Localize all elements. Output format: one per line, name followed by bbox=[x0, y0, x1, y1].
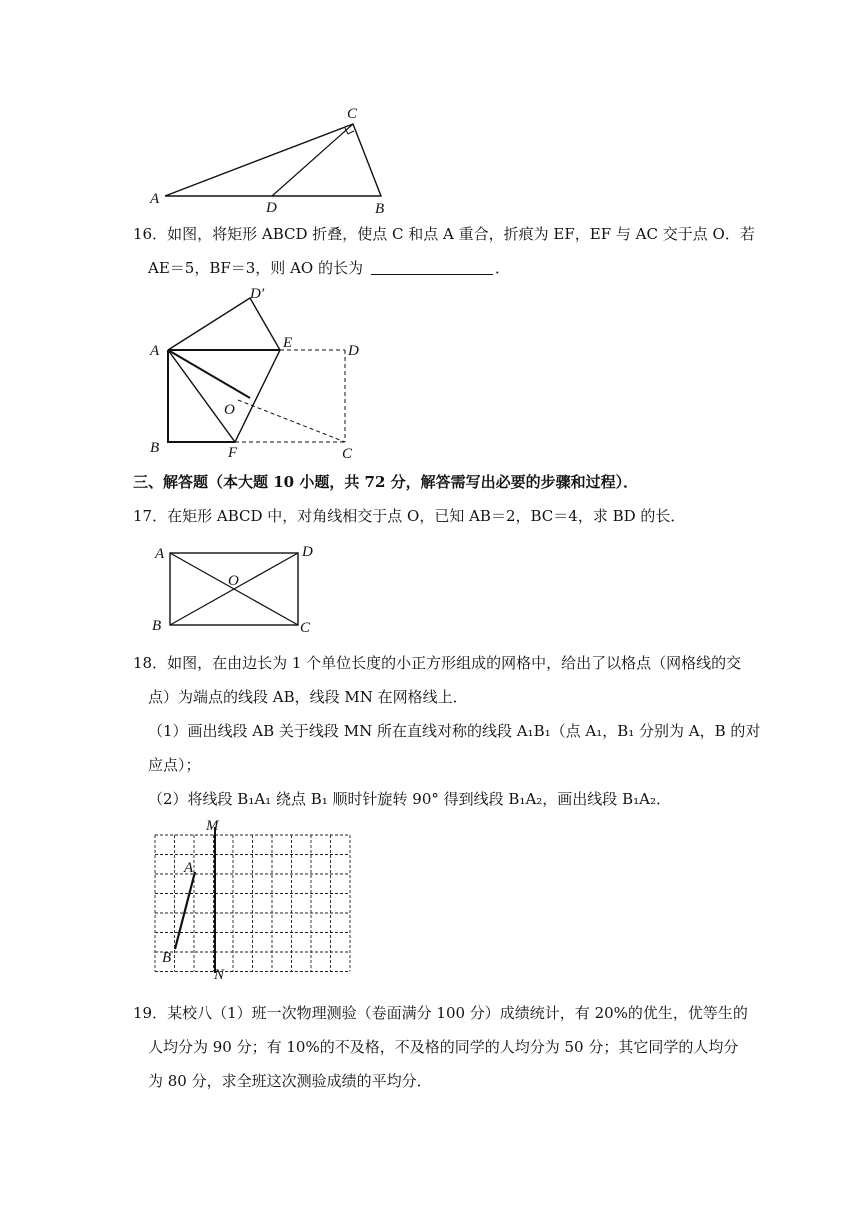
q18-part1-line2: 应点）； bbox=[148, 756, 201, 774]
fold-rectangle-figure-q16 bbox=[140, 280, 380, 460]
dashed-grid bbox=[155, 835, 350, 972]
fig17-label-D: D bbox=[302, 544, 313, 560]
fig15-label-D: D bbox=[266, 200, 277, 216]
fig15-label-A: A bbox=[150, 191, 160, 207]
fig16-label-D: D bbox=[348, 343, 359, 359]
fig16-label-D-prime: D′ bbox=[250, 286, 265, 302]
q16-line1 bbox=[133, 224, 755, 244]
q17-text: 在矩形 ABCD 中，对角线相交于点 O，已知 AB＝2，BC＝4，求 BD 的长． bbox=[167, 507, 686, 525]
grid-figure-q18 bbox=[140, 815, 370, 983]
q19-line2: 人均分为 90 分；有 10%的不及格，不及格的同学的人均分为 50 分；其它同学的人均分 bbox=[148, 1038, 739, 1056]
fig18-label-B: B bbox=[162, 950, 172, 966]
triangle-figure-q15 bbox=[140, 100, 400, 220]
q19-number: 19． bbox=[133, 1004, 168, 1022]
fig17-label-A: A bbox=[155, 546, 165, 562]
q18-part2: （2）将线段 B₁A₁ 绕点 B₁ 顺时针旋转 90° 得到线段 B₁A₂，画出线段 B₁A₂． bbox=[148, 790, 671, 808]
fig16-label-A: A bbox=[150, 343, 160, 359]
fig17-label-O: O bbox=[228, 573, 239, 589]
section-3-heading: 三、解答题（本大题 10 小题，共 72 分，解答需写出必要的步骤和过程）． bbox=[133, 473, 639, 491]
q18-line1 bbox=[133, 653, 741, 673]
q16-answer-blank[interactable] bbox=[371, 260, 493, 275]
fig16-label-C: C bbox=[342, 446, 353, 462]
fig16-label-E: E bbox=[283, 335, 293, 351]
q18-text-line1: 如图，在由边长为 1 个单位长度的小正方形组成的网格中，给出了以格点（网格线的交 bbox=[167, 654, 742, 672]
q16-text-line2: AE＝5，BF＝3，则 AO 的长为 bbox=[148, 259, 363, 277]
q18-part1-line1: （1）画出线段 AB 关于线段 MN 所在直线对称的线段 A₁B₁（点 A₁，B₁ 分别为 A，B 的对 bbox=[148, 722, 761, 740]
fig15-label-B: B bbox=[375, 201, 385, 217]
fig18-label-N: N bbox=[214, 967, 225, 983]
q19-text-line1: 某校八（1）班一次物理测验（卷面满分 100 分）成绩统计，有 20%的优生，优等生的 bbox=[167, 1004, 748, 1022]
fig17-label-C: C bbox=[300, 620, 311, 636]
fig16-label-O: O bbox=[224, 402, 235, 418]
fig15-label-C: C bbox=[347, 106, 358, 122]
fig16-label-B: B bbox=[150, 440, 160, 456]
q17-number: 17． bbox=[133, 507, 168, 525]
q16-period: ． bbox=[494, 259, 510, 277]
fig16-label-F: F bbox=[228, 445, 238, 461]
q18-line2: 点）为端点的线段 AB，线段 MN 在网格线上． bbox=[148, 688, 468, 706]
q16-text-line1: 如图，将矩形 ABCD 折叠，使点 C 和点 A 重合，折痕为 EF，EF 与 AC 交于点 O．若 bbox=[167, 225, 755, 243]
fig18-label-A: A bbox=[184, 860, 194, 876]
q17-line bbox=[133, 506, 685, 526]
fig18-label-M: M bbox=[206, 818, 219, 834]
rectangle-figure-q17 bbox=[140, 538, 340, 638]
fig17-label-B: B bbox=[152, 618, 162, 634]
q19-line1 bbox=[133, 1003, 748, 1023]
q16-number: 16． bbox=[133, 225, 168, 243]
q18-number: 18． bbox=[133, 654, 168, 672]
q16-line2 bbox=[148, 258, 510, 278]
q19-line3: 为 80 分，求全班这次测验成绩的平均分． bbox=[148, 1072, 432, 1090]
